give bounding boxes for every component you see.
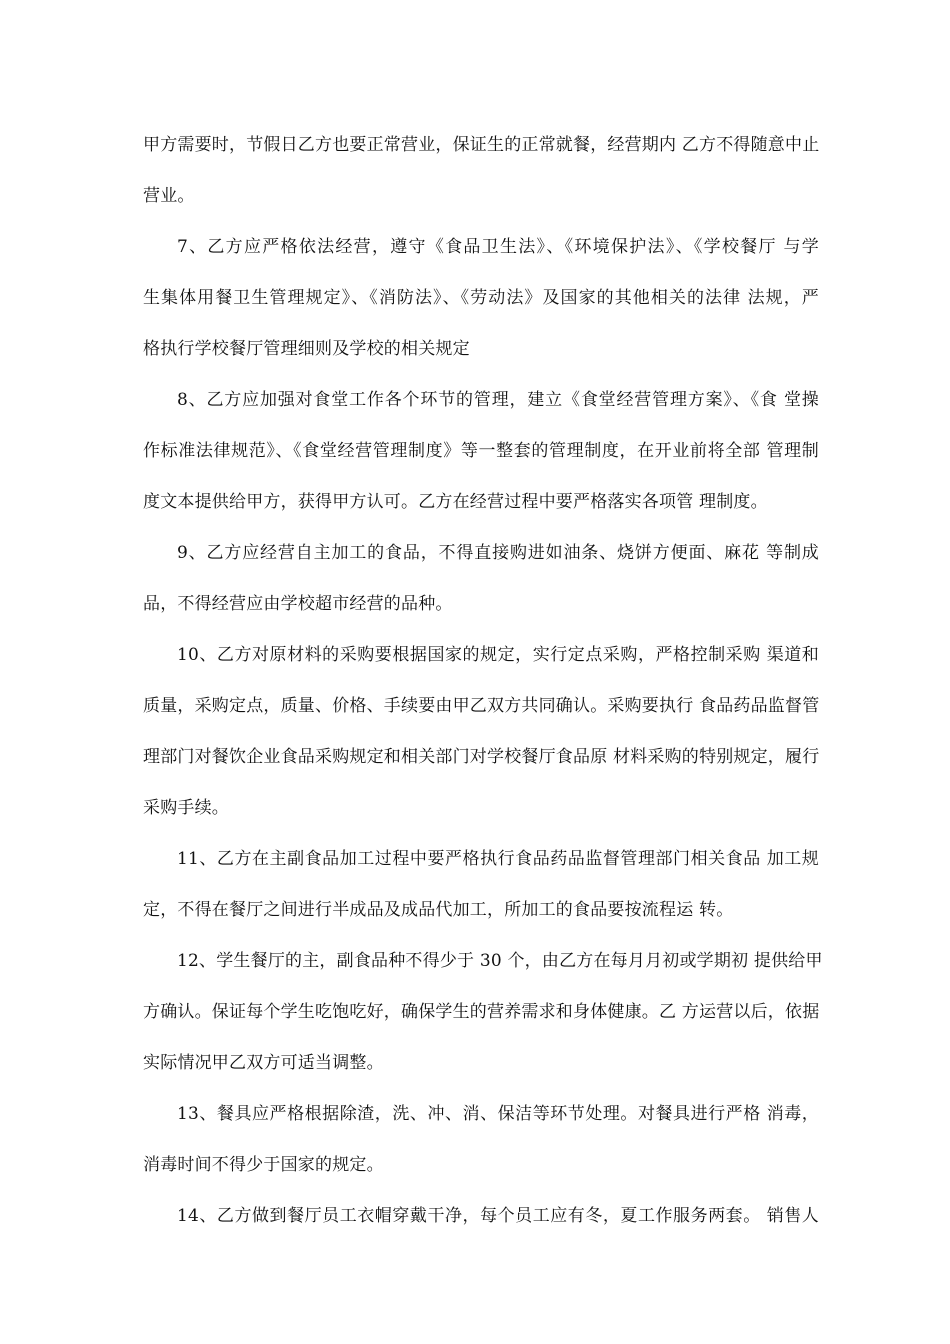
- text-line: 理部门对餐饮企业食品采购规定和相关部门对学校餐厅食品原 材料采购的特别规定，履行: [143, 747, 820, 767]
- text-line: 质量，采购定点，质量、价格、手续要由甲乙双方共同确认。采购要执行 食品药品监督管: [143, 696, 820, 716]
- text-line: 定，不得在餐厅之间进行半成品及成品代加工，所加工的食品要按流程运 转。: [143, 900, 734, 920]
- paragraph-11-line: 11、乙方在主副食品加工过程中要严格执行食品药品监督管理部门相关食品 加工规: [177, 849, 819, 869]
- paragraph-8-line: 8、乙方应加强对食堂工作各个环节的管理，建立《食堂经营管理方案》、《食 堂操: [177, 390, 819, 410]
- text-line: 度文本提供给甲方，获得甲方认可。乙方在经营过程中要严格落实各项管 理制度。: [143, 492, 768, 512]
- paragraph-9-line: 9、乙方应经营自主加工的食品，不得直接购进如油条、烧饼方便面、麻花 等制成: [177, 543, 819, 563]
- text-line: 格执行学校餐厅管理细则及学校的相关规定: [143, 339, 470, 359]
- paragraph-14-line: 14、乙方做到餐厅员工衣帽穿戴干净，每个员工应有冬，夏工作服务两套。 销售人: [177, 1206, 819, 1226]
- paragraph-13-line: 13、餐具应严格根据除渣，洗、冲、消、保洁等环节处理。对餐具进行严格 消毒，: [177, 1104, 819, 1124]
- text-line: 品，不得经营应由学校超市经营的品种。: [143, 594, 453, 614]
- paragraph-10-line: 10、乙方对原材料的采购要根据国家的规定，实行定点采购，严格控制采购 渠道和: [177, 645, 819, 665]
- text-line: 消毒时间不得少于国家的规定。: [143, 1155, 384, 1175]
- paragraph-12-line: 12、学生餐厅的主，副食品种不得少于 30 个，由乙方在每月月初或学期初 提供给甲: [177, 951, 823, 971]
- text-line: 生集体用餐卫生管理规定》、《消防法》、《劳动法》及国家的其他相关的法律 法规，严: [143, 288, 819, 308]
- text-line: 方确认。保证每个学生吃饱吃好，确保学生的营养需求和身体健康。乙 方运营以后，依据: [143, 1002, 820, 1022]
- text-line: 营业。: [143, 186, 195, 206]
- paragraph-7-line: 7、乙方应严格依法经营，遵守《食品卫生法》、《环境保护法》、《学校餐厅 与学: [177, 237, 819, 257]
- text-line: 作标准法律规范》、《食堂经营管理制度》等一整套的管理制度，在开业前将全部 管理制: [143, 441, 819, 461]
- text-line: 实际情况甲乙双方可适当调整。: [143, 1053, 384, 1073]
- text-line: 采购手续。: [143, 798, 229, 818]
- text-line: 甲方需要时，节假日乙方也要正常营业，保证生的正常就餐，经营期内 乙方不得随意中止: [143, 135, 820, 155]
